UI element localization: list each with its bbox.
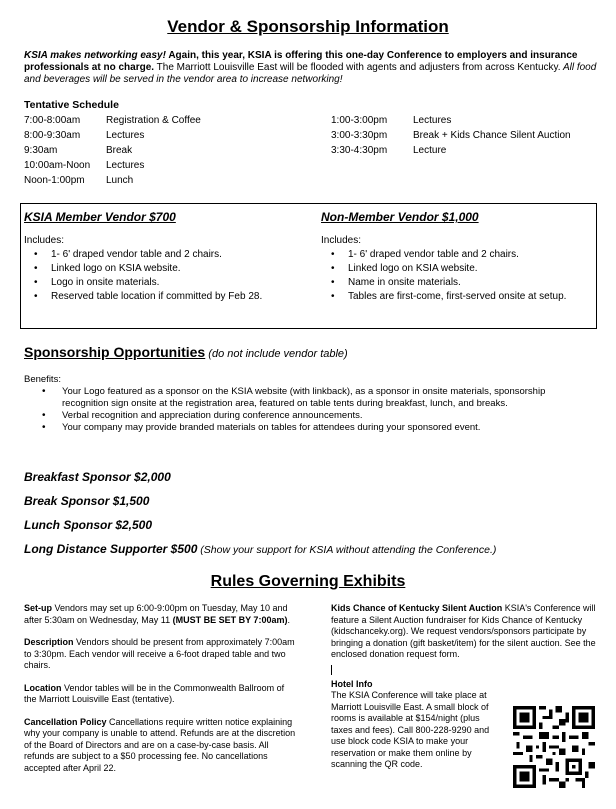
schedule-event: Lectures — [106, 130, 145, 141]
sponsorship-heading: Sponsorship Opportunities — [24, 344, 206, 360]
qr-code-image — [513, 706, 595, 788]
setup-deadline: (MUST BE SET BY 7:00am) — [172, 614, 288, 625]
schedule-time: Noon-1:00pm — [24, 175, 85, 186]
setup-paragraph — [24, 603, 296, 626]
list-item: • 1- 6' draped vendor table and 2 chairs. — [34, 248, 314, 262]
list-item: • Linked logo on KSIA website. — [34, 262, 314, 276]
schedule-event: Lunch — [106, 175, 134, 186]
schedule-row — [24, 158, 201, 173]
benefits-section — [24, 374, 594, 434]
sponsor-tier: Breakfast Sponsor $2,000 — [24, 470, 171, 484]
schedule-row — [24, 113, 201, 128]
nonmember-vendor-heading: Non-Member Vendor $1,000 — [321, 210, 479, 224]
intro-plain: The Marriott Louisville East will be flooded with agents and adjusters from across Kentucky. — [154, 62, 561, 73]
schedule-left — [24, 113, 201, 188]
schedule-event: Lectures — [106, 160, 145, 171]
intro-bold: Again, this year, KSIA is offering this one-day Conference to employers and insurance professionals at no charge. — [24, 50, 578, 73]
location-paragraph — [24, 683, 296, 706]
kids-chance-label: Kids Chance of Kentucky Silent Auction — [331, 603, 503, 613]
sponsor-tier: Lunch Sponsor $2,500 — [24, 518, 153, 532]
list-item: • Your Logo featured as a sponsor on the KSIA website (with linkback), as a sponsor in onsite materials, sponsorship recognition sign onsite at the registration area, featured on table tents during breakfast, lunch, and breaks. — [42, 386, 594, 410]
sponsor-tier-note: (Show your support for KSIA without attending the Conference.) — [197, 544, 497, 556]
intro-paragraph — [24, 50, 599, 86]
list-item: • Reserved table location if committed by Feb 28. — [34, 290, 314, 304]
schedule-time: 3:30-4:30pm — [331, 145, 388, 156]
sponsorship-heading-line — [24, 344, 348, 360]
member-includes-label: Includes: — [24, 235, 65, 246]
schedule-time: 9:30am — [24, 145, 58, 156]
intro-italic: All food and beverages will be served in the vendor area to increase networking! — [24, 62, 597, 85]
schedule-heading: Tentative Schedule — [24, 99, 119, 111]
member-vendor-column — [24, 210, 314, 304]
text-cursor — [331, 665, 332, 675]
schedule-time: 3:00-3:30pm — [331, 130, 388, 141]
list-item: • Logo in onsite materials. — [34, 276, 314, 290]
page-title: Vendor & Sponsorship Information — [167, 17, 449, 36]
schedule-event: Lecture — [413, 145, 447, 156]
location-label: Location — [24, 682, 62, 693]
list-item: • Your company may provide branded materials on tables for attendees during your sponsored event. — [42, 422, 594, 434]
hotel-info — [331, 679, 503, 771]
schedule-event: Break + Kids Chance Silent Auction — [413, 130, 571, 141]
nonmember-vendor-column — [321, 210, 593, 304]
sponsor-tier: Long Distance Supporter $500 — [24, 542, 198, 556]
benefits-label: Benefits: — [24, 374, 61, 385]
sponsor-tier: Break Sponsor $1,500 — [24, 494, 150, 508]
description-text: Vendors should be present from approximately 7:00am to 3:30pm. Each vendor will receive a 6-foot draped table and two chairs. — [24, 637, 295, 670]
setup-end: . — [287, 614, 290, 625]
rules-heading: Rules Governing Exhibits — [210, 573, 406, 590]
rules-left-column — [24, 603, 296, 785]
schedule-row — [331, 143, 571, 158]
schedule-row — [24, 173, 201, 188]
kids-chance-text: KSIA's Conference will feature a Silent Auction fundraiser for Kids Chance of Kentucky (kidschanceky.org). We request vendors/sponsors participate by bringing a donation (gift basket/item) for the silent auction. See the enclosed donation request form. — [331, 603, 596, 659]
hotel-label: Hotel Info — [331, 678, 373, 689]
schedule-event: Lectures — [413, 115, 452, 126]
list-item: • Verbal recognition and appreciation during conference announcements. — [42, 410, 594, 422]
list-item: • Linked logo on KSIA website. — [331, 262, 593, 276]
hotel-text: The KSIA Conference will take place at Marriott Louisville East. A small block of rooms is available at $154/night (plus taxes and fees). Call 800-228-9290 and use block code KSIA to make your reservation or make them online by scanning the QR code. — [331, 690, 490, 769]
list-item: • 1- 6' draped vendor table and 2 chairs. — [331, 248, 593, 262]
member-vendor-heading: KSIA Member Vendor $700 — [24, 210, 176, 224]
schedule-time: 7:00-8:00am — [24, 115, 81, 126]
schedule-row — [24, 143, 201, 158]
sponsor-tier-long-distance — [24, 542, 496, 556]
nonmember-includes-label: Includes: — [321, 235, 362, 246]
intro-lead: KSIA makes networking easy! — [24, 50, 166, 61]
sponsorship-note: (do not include vendor table) — [205, 348, 348, 360]
cancellation-paragraph — [24, 717, 296, 775]
cancellation-text: Cancellations require written notice explaining why your company is unable to attend. Refunds are at the discretion of the Board of Directors and are on a case-by-case basis. All refunds are subject to a $50 processing fee. No cancellations accepted after April 22. — [24, 716, 296, 773]
schedule-row — [24, 128, 201, 143]
setup-label: Set-up — [24, 603, 52, 613]
kids-chance-paragraph — [331, 603, 599, 661]
vendor-pricing-box — [20, 203, 597, 329]
list-item: • Tables are first-come, first-served onsite at setup. — [331, 290, 593, 304]
list-item: • Name in onsite materials. — [331, 276, 593, 290]
schedule-time: 8:00-9:30am — [24, 130, 81, 141]
schedule-event: Registration & Coffee — [106, 115, 201, 126]
setup-text: Vendors may set up 6:00-9:00pm on Tuesday, May 10 and after 5:30am on Wednesday, May 11 — [24, 603, 288, 625]
schedule-time: 1:00-3:00pm — [331, 115, 388, 126]
schedule-row — [331, 113, 571, 128]
cancellation-label: Cancellation Policy — [24, 716, 107, 727]
schedule-right — [331, 113, 571, 158]
schedule-event: Break — [106, 145, 133, 156]
schedule-time: 10:00am-Noon — [24, 160, 91, 171]
location-text: Vendor tables will be in the Commonwealth Ballroom of the Marriott Louisville East (tentative). — [24, 682, 285, 704]
description-label: Description — [24, 637, 74, 647]
description-paragraph — [24, 637, 296, 672]
schedule-row — [331, 128, 571, 143]
